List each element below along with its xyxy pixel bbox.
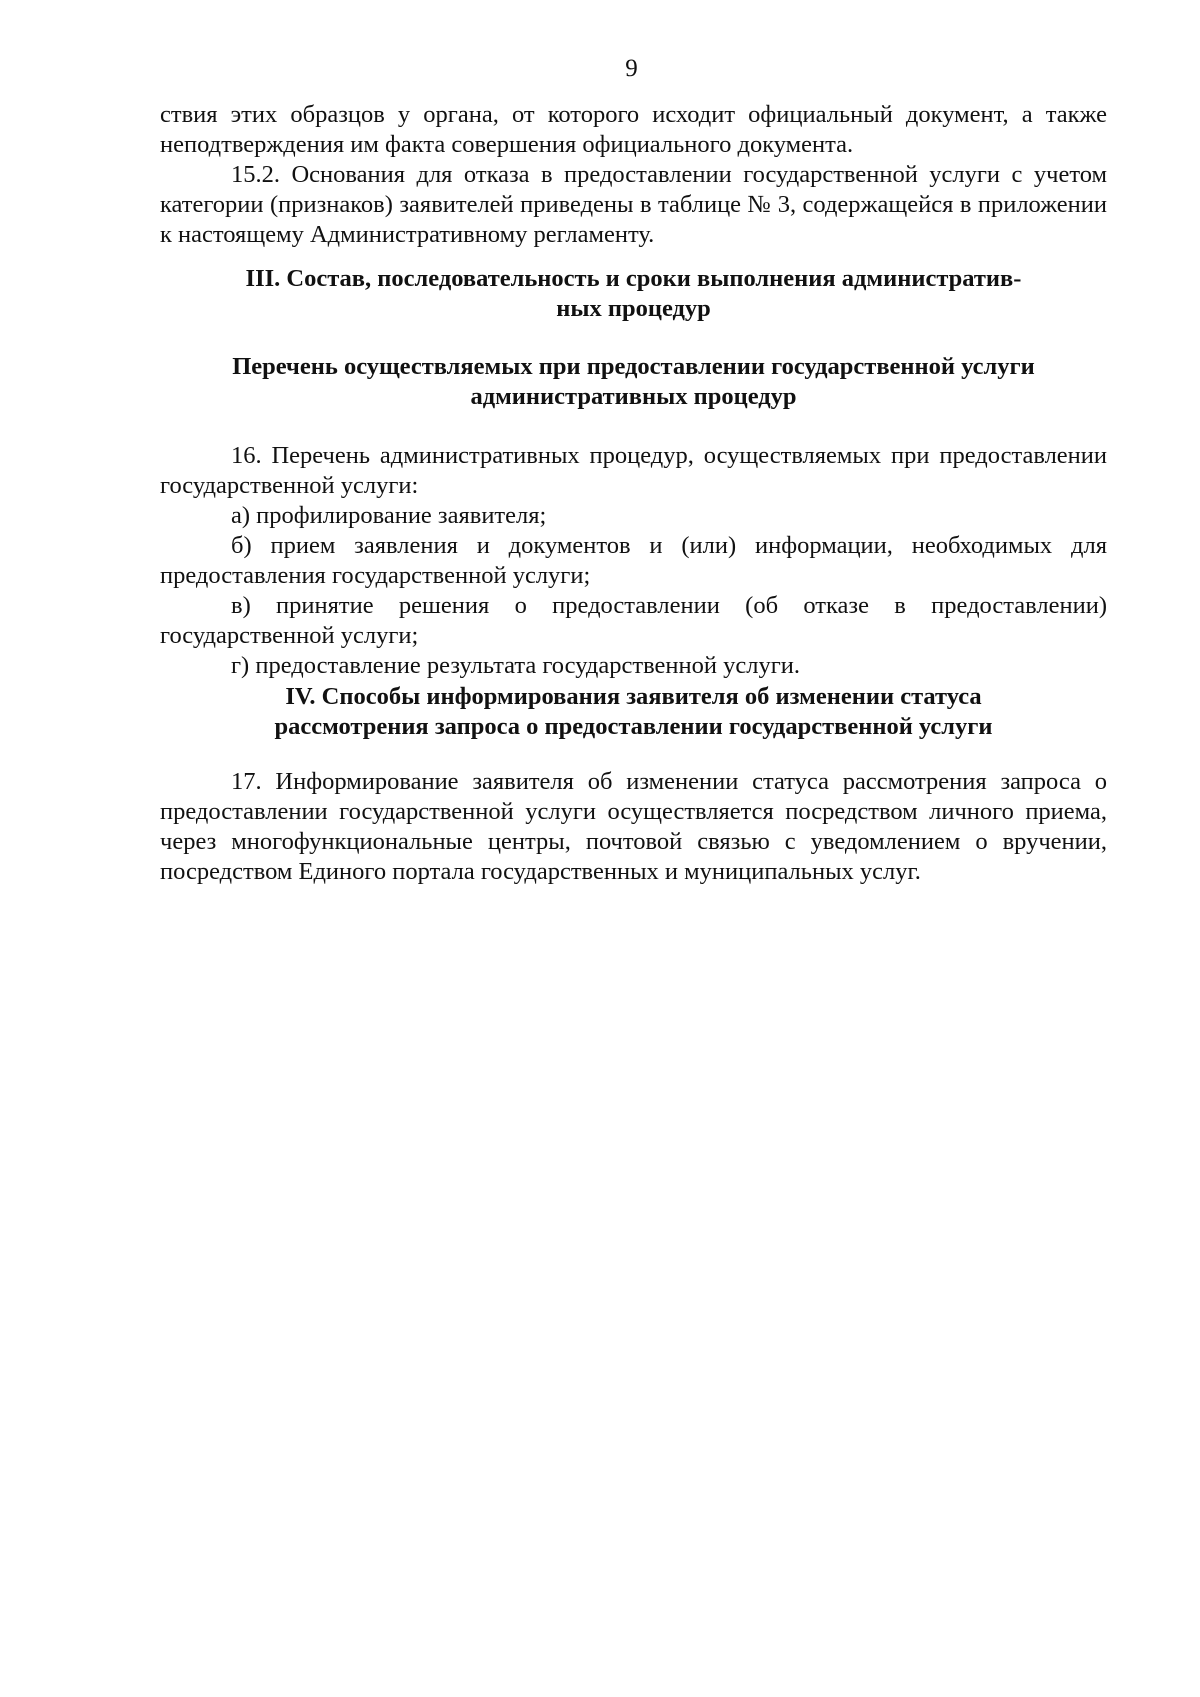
- subsection-heading-line-1: Перечень осуществляемых при предоставлении государственной услуги: [232, 353, 1035, 380]
- text-block-3: [160, 767, 1107, 887]
- text-block-1: [160, 100, 1107, 250]
- list-item-g: г) предоставление результата государственной услуги.: [231, 652, 800, 679]
- page-number: 9: [625, 55, 638, 82]
- subsection-heading-line-2: административных процедур: [470, 383, 797, 410]
- text-block-2: [160, 441, 1107, 681]
- section-4-heading-line-1: IV. Способы информирования заявителя об изменении статуса: [285, 683, 982, 710]
- section-4-heading-line-2: рассмотрения запроса о предоставлении государственной услуги: [274, 713, 993, 740]
- section-4-heading: [160, 682, 1107, 742]
- subsection-heading: [160, 352, 1107, 412]
- section-3-heading-line-1: III. Состав, последовательность и сроки выполнения административ-: [245, 265, 1022, 292]
- section-3-heading: [160, 264, 1107, 324]
- paragraph-15-2: 15.2. Основания для отказа в предоставлении государственной услуги с учетом категории (признаков) заявителей приведены в таблице № 3, содержащейся в приложении к настоящему Административному регламенту.: [160, 161, 1107, 248]
- list-item-a: а) профилирование заявителя;: [231, 502, 547, 529]
- list-item-b: б) прием заявления и документов и (или) информации, необходимых для предоставления государственной услуги;: [160, 532, 1107, 589]
- paragraph-17: 17. Информирование заявителя об изменении статуса рассмотрения запроса о предоставлении государственной услуги осуществляется посредством личного приема, через многофункциональные центры, почтовой связью с уведомлением о вручении, посредством Единого портала государственных и муниципальных услуг.: [160, 768, 1107, 885]
- paragraph-continuation: ствия этих образцов у органа, от которого исходит официальный документ, а также неподтверждения им факта совершения официального документа.: [160, 101, 1107, 158]
- list-item-v: в) принятие решения о предоставлении (об отказе в предоставлении) государственной услуги;: [160, 592, 1107, 649]
- paragraph-16: 16. Перечень административных процедур, осуществляемых при предоставлении государственной услуги:: [160, 442, 1107, 499]
- section-3-heading-line-2: ных процедур: [556, 295, 711, 322]
